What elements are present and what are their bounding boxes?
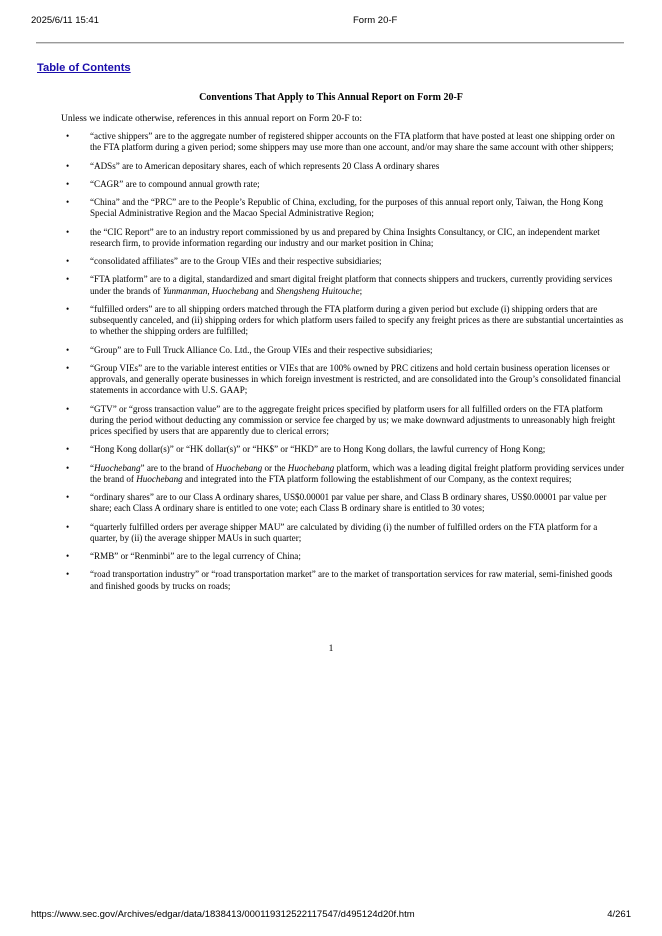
definition-item (0, 227, 662, 249)
definition-text: “ordinary shares” are to our Class A ordinary shares, US$0.00001 par value per share, and Class B ordinary shares, US$0.00001 par value per share; each Class A ordinary share is entitled to one vote; each Class B ordinary share is entitled to 30 votes; (90, 492, 607, 514)
bullet-icon: • (66, 131, 70, 141)
bullet-icon: • (66, 492, 70, 503)
definition-item (0, 404, 662, 438)
definition-italic-text: Huochebang (287, 462, 335, 473)
definition-text: “consolidated affiliates” are to the Group VIEs and their respective subsidiaries; (90, 256, 382, 267)
bullet-icon: • (66, 362, 70, 373)
definition-text: , (207, 285, 212, 296)
bullet-icon: • (66, 569, 70, 580)
definition-text: “Group” are to Full Truck Alliance Co. Ltd., the Group VIEs and their respective subsidiaries; (90, 344, 433, 355)
definition-text: “fulfilled orders” are to all shipping orders matched through the FTA platform during a given period but exclude (i) shipping orders that are subsequently canceled, and (ii) shipping orders for which platform users failed to specify any freight prices as there are substantial uncertainties as to whether the shipping orders are fulfilled; (90, 303, 624, 337)
definition-text: “Group VIEs” are to the variable interest entities or VIEs that are 100% owned by PRC citizens and hold certain business operation licenses or approvals, and generally operate businesses in which foreign investment is restricted, and are consolidated into the Group’s consolidated financial statements in accordance with U.S. GAAP; (90, 362, 621, 396)
definition-italic-text: Yunmanman (162, 285, 208, 296)
bullet-icon: • (66, 303, 70, 314)
definition-italic-text: Shengsheng Huitouche (276, 285, 360, 296)
definition-text: “ (90, 462, 95, 473)
definition-item (0, 492, 662, 514)
table-of-contents-link[interactable]: Table of Contents (37, 62, 131, 74)
definition-italic-text: Huochebang (215, 462, 263, 473)
definition-item (0, 179, 662, 190)
print-url: https://www.sec.gov/Archives/edgar/data/1838413/000119312522117547/d495124d20f.htm (31, 909, 415, 920)
definition-italic-text: Huochebang (136, 473, 183, 484)
definition-item (0, 551, 662, 562)
definition-item (0, 131, 662, 153)
definition-text: ” are to the brand of (140, 462, 216, 473)
definition-text: “Hong Kong dollar(s)” or “HK dollar(s)” or “HK$” or “HKD” are to Hong Kong dollars, the lawful currency of Hong Kong; (90, 444, 546, 455)
definition-item (0, 274, 662, 296)
definition-item (0, 522, 662, 544)
definition-italic-text: Huochebang (94, 462, 141, 473)
definition-text: and integrated into the FTA platform following the establishment of our Company, as the context requires; (182, 473, 572, 484)
definition-italic-text: Huochebang (211, 285, 259, 296)
definition-item (0, 256, 662, 267)
definition-item (0, 444, 662, 455)
definition-item (0, 345, 662, 356)
header-divider (36, 42, 624, 43)
definition-item (0, 463, 662, 485)
definition-item (0, 161, 662, 172)
bullet-icon: • (66, 521, 70, 532)
bullet-icon: • (66, 551, 70, 562)
print-footer (0, 909, 662, 923)
definitions-list (0, 131, 662, 599)
definition-text: “CAGR” are to compound annual growth rate; (90, 178, 260, 189)
definition-text: “FTA platform” are to a digital, standardized and smart digital freight platform that connects shippers and truckers, currently providing services under the brands of (90, 274, 613, 296)
section-title: Conventions That Apply to This Annual Report on Form 20-F (199, 92, 463, 103)
definition-text: “China” and the “PRC” are to the People’s Republic of China, excluding, for the purposes of this annual report only, Taiwan, the Hong Kong Special Administrative Region and the Macao Special Administrative Region; (90, 197, 604, 219)
print-document-title: Form 20-F (353, 15, 398, 26)
bullet-icon: • (66, 344, 70, 355)
definition-text: platform, which was a leading digital freight platform providing services under the brand of (90, 462, 625, 484)
bullet-icon: • (66, 462, 70, 473)
definition-item (0, 363, 662, 397)
print-header (0, 15, 662, 29)
definition-text: and (258, 285, 277, 296)
definition-text: “active shippers” are to the aggregate number of registered shipper accounts on the FTA platform that have posted at least one shipping order on the FTA platform during a given period; some shippers may use more than one account, and/or may share the same account with other shippers; (90, 131, 615, 153)
definition-text: or the (262, 462, 288, 473)
definition-text: “GTV” or “gross transaction value” are to the aggregate freight prices specified by platform users for all fulfilled orders on the FTA platform during the period without deducting any commission or service fee charged by us; we make downward adjustments to unreasonably high freight prices specified by users that are apparently due to clerical errors; (90, 403, 616, 436)
bullet-icon: • (66, 160, 70, 171)
bullet-icon: • (66, 444, 70, 455)
definition-text: “quarterly fulfilled orders per average shipper MAU” are calculated by dividing (i) the number of fulfilled orders on the FTA platform for a quarter, by (ii) the average shipper MAUs in such quarter; (90, 521, 598, 543)
definition-text: “road transportation industry” or “road transportation market” are to the market of transportation services for raw material, semi-finished goods and finished goods by trucks on roads; (90, 569, 613, 591)
print-page-count: 4/261 (607, 909, 631, 920)
bullet-icon: • (66, 256, 70, 267)
definition-text: the “CIC Report” are to an industry report commissioned by us and prepared by China Insights Consultancy, or CIC, an independent market research firm, to provide information regarding our industry and our market position in China; (90, 226, 600, 248)
bullet-icon: • (66, 403, 70, 414)
definition-text: “RMB” or “Renminbi” are to the legal currency of China; (90, 551, 301, 562)
definition-item (0, 304, 662, 338)
definition-item (0, 197, 662, 219)
definition-text: “ADSs” are to American depositary shares, each of which represents 20 Class A ordinary shares (90, 160, 440, 171)
definition-text: ; (359, 285, 363, 296)
intro-paragraph: Unless we indicate otherwise, references in this annual report on Form 20-F to: (61, 114, 363, 124)
bullet-icon: • (66, 226, 70, 237)
print-datetime: 2025/6/11 15:41 (31, 15, 99, 26)
bullet-icon: • (66, 178, 70, 189)
bullet-icon: • (66, 197, 70, 208)
page-number: 1 (328, 644, 334, 654)
definition-item (0, 569, 662, 591)
bullet-icon: • (66, 274, 70, 285)
